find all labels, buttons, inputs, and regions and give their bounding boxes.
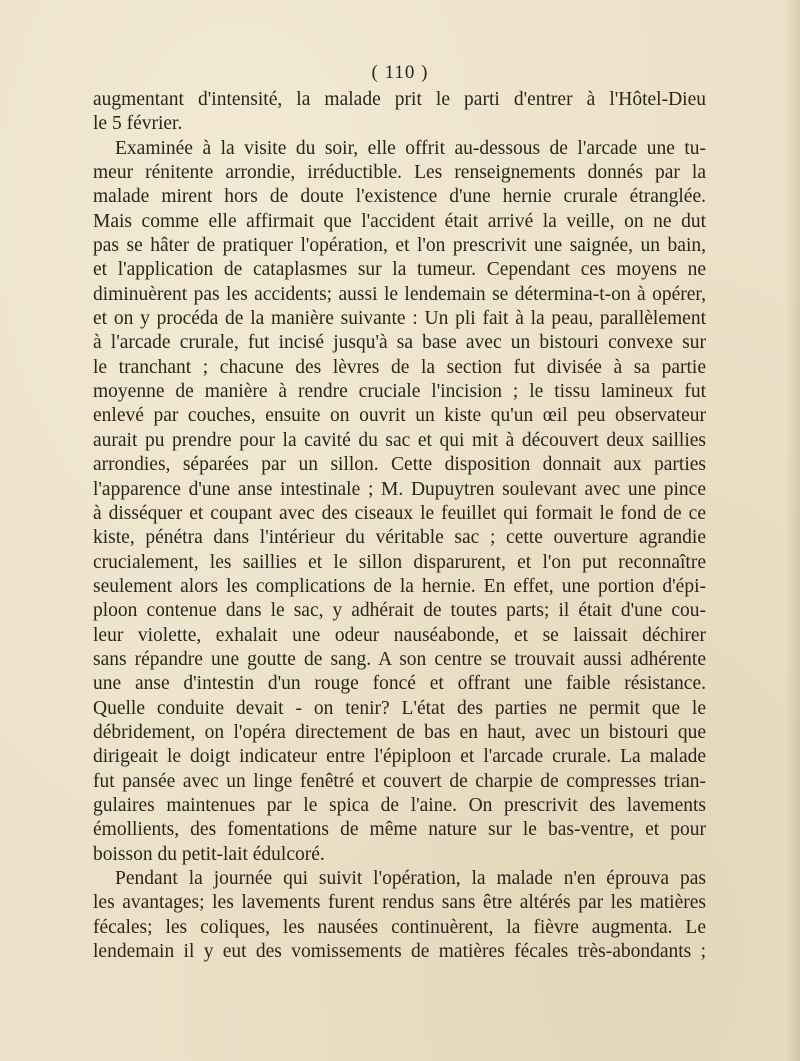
- body-text: [93, 88, 706, 964]
- text-line: leur violette, exhalait une odeur nauséabonde, et se laissait déchirer: [93, 624, 706, 646]
- text-line: pas se hâter de pratiquer l'opération, et l'on prescrivit une saignée, un bain,: [93, 235, 706, 257]
- text-line: augmentant d'intensité, la malade prit le parti d'entrer à l'Hôtel-Dieu: [93, 89, 706, 110]
- text-line: enlevé par couches, ensuite on ouvrit un kiste qu'un œil peu observateur: [93, 405, 706, 427]
- text-line: fut pansée avec un linge fenêtré et couvert de charpie de compresses trian-: [93, 770, 706, 792]
- text-line: émollients, des fomentations de même nature sur le bas-ventre, et pour: [93, 819, 706, 841]
- text-line: arrondies, séparées par un sillon. Cette disposition donnait aux parties: [93, 454, 706, 476]
- text-line: aurait pu prendre pour la cavité du sac et qui mit à découvert deux saillies: [93, 429, 706, 451]
- text-line: ploon contenue dans le sac, y adhérait de toutes parts; il était d'une cou-: [93, 600, 706, 622]
- text-line: débridement, on l'opéra directement de bas en haut, avec un bistouri que: [93, 721, 706, 743]
- text-line: Pendant la journée qui suivit l'opération, la malade n'en éprouva pas: [115, 868, 706, 889]
- text-line: dirigeait le doigt indicateur entre l'épiploon et l'arcade crurale. La malade: [93, 746, 706, 768]
- text-line: le 5 février.: [93, 113, 183, 135]
- text-line: sans répandre une goutte de sang. A son centre se trouvait aussi adhérente: [93, 648, 706, 670]
- text-line: seulement alors les complications de la hernie. En effet, une portion d'épi-: [93, 575, 706, 597]
- text-line: boisson du petit-lait édulcoré.: [93, 843, 325, 865]
- text-line: gulaires maintenues par le spica de l'aine. On prescrivit des lavements: [93, 794, 706, 816]
- text-line: et l'application de cataplasmes sur la tumeur. Cependant ces moyens ne: [93, 259, 706, 281]
- text-line: le tranchant ; chacune des lèvres de la section fut divisée à sa partie: [93, 356, 706, 378]
- text-line: diminuèrent pas les accidents; aussi le lendemain se détermina-t-on à opérer,: [93, 283, 706, 305]
- text-line: Examinée à la visite du soir, elle offrit au-dessous de l'arcade une tu-: [115, 137, 706, 159]
- text-line: Quelle conduite devait - on tenir? L'état des parties ne permit que le: [93, 697, 706, 719]
- text-line: Mais comme elle affirmait que l'accident était arrivé la veille, on ne dut: [93, 210, 706, 232]
- text-line: meur rénitente arrondie, irréductible. Les renseignements donnés par la: [93, 162, 706, 184]
- text-line: et on y procéda de la manière suivante : Un pli fait à la peau, parallèlement: [93, 308, 706, 330]
- text-line: malade mirent hors de doute l'existence d'une hernie crurale étranglée.: [93, 186, 706, 208]
- text-line: les avantages; les lavements furent rendus sans être altérés par les matières: [93, 892, 706, 914]
- text-line: moyenne de manière à rendre cruciale l'incision ; le tissu lamineux fut: [93, 381, 706, 403]
- text-line: à disséquer et coupant avec des ciseaux le feuillet qui formait le fond de ce: [93, 502, 706, 524]
- text-line: kiste, pénétra dans l'intérieur du véritable sac ; cette ouverture agrandie: [93, 527, 706, 549]
- page-edge-shadow: [786, 0, 800, 1061]
- page-number: ( 110 ): [371, 62, 429, 83]
- text-line: l'apparence d'une anse intestinale ; M. Dupuytren soulevant avec une pince: [93, 478, 706, 500]
- text-line: une anse d'intestin d'un rouge foncé et offrant une faible résistance.: [93, 673, 706, 695]
- text-line: fécales; les coliques, les nausées continuèrent, la fièvre augmenta. Le: [93, 916, 706, 938]
- text-line: crucialement, les saillies et le sillon disparurent, et l'on put reconnaître: [93, 551, 706, 573]
- text-line: lendemain il y eut des vomissements de matières fécales très-abondants ;: [93, 941, 706, 963]
- text-line: à l'arcade crurale, fut incisé jusqu'à sa base avec un bistouri convexe sur: [93, 332, 706, 354]
